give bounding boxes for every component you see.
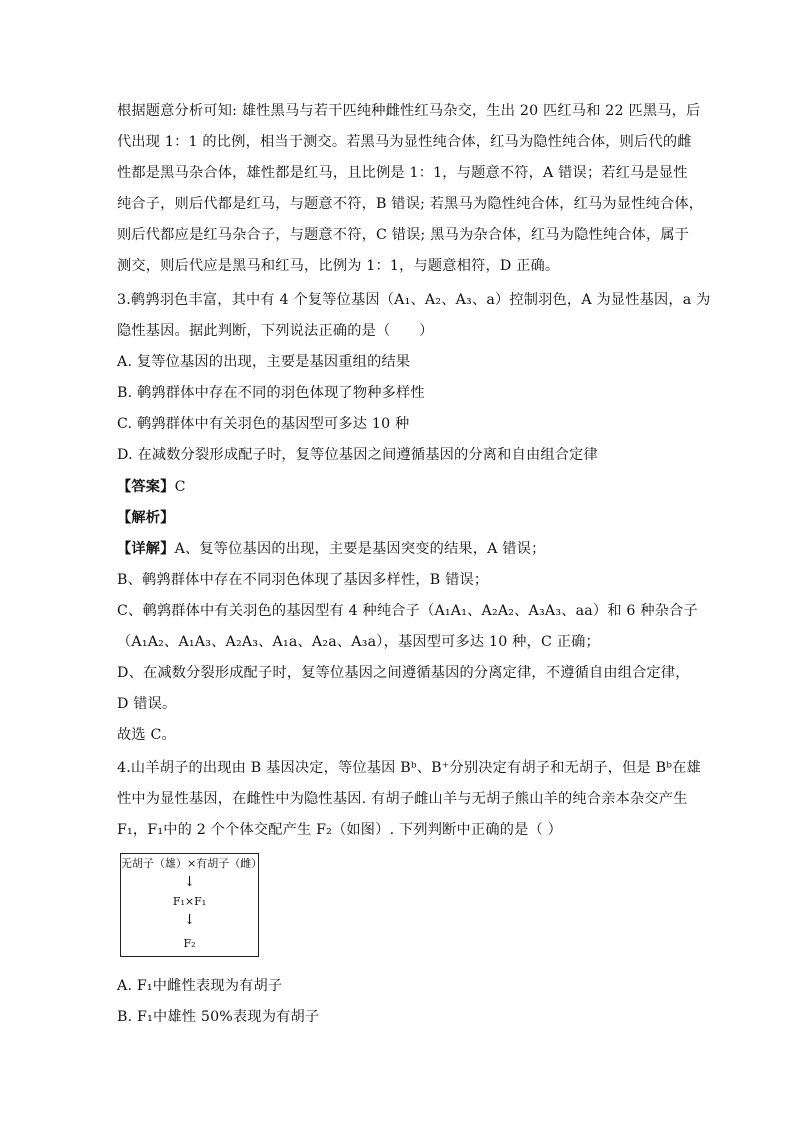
q3-detail-b: B、鹌鹑群体中存在不同羽色体现了基因多样性，B 错误； [117,572,489,588]
diagram-f1-cross: F₁×F₁ [172,895,207,908]
q3-option-b: B. 鹌鹑群体中存在不同的羽色体现了物种多样性 [117,385,425,401]
q3-answer [117,477,677,497]
diagram-f2: F₂ [183,937,196,950]
cross-diagram [120,853,263,957]
q4-option-a: A. F₁中雌性表现为有胡子 [117,978,283,994]
q3-detail-a [117,539,677,559]
q3-detail-d-line-1: D、在减数分裂形成配子时，复等位基因之间遵循基因的分离定律，不遵循自由组合定律， [117,665,690,681]
q3-option-d: D. 在减数分裂形成配子时，复等位基因之间遵循基因的分离和自由组合定律 [117,447,598,463]
q3-analysis-label: 【解析】 [117,510,175,526]
q4-option-b: B. F₁中雄性 50%表现为有胡子 [117,1009,320,1025]
q3-option-a: A. 复等位基因的出现，主要是基因重组的结果 [117,354,411,370]
q3-stem-line-1: 3.鹌鹑羽色丰富，其中有 4 个复等位基因（A₁、A₂、A₃、a）控制羽色，A 为显性基因，a 为 [117,292,711,308]
q3-detail-c-line-1: C、鹌鹑群体中有关羽色的基因型有 4 种纯合子（A₁A₁、A₂A₂、A₃A₃、aa）和 6 种杂合子 [117,603,698,619]
q4-stem-line-2: 性中为显性基因，在雌性中为隐性基因. 有胡子雌山羊与无胡子熊山羊的纯合亲本杂交产生 [117,791,688,807]
answer-label: 【答案】 [117,479,175,495]
detail-a-text: A、复等位基因的出现，主要是基因突变的结果，A 错误； [174,541,546,557]
diagram-arrow-down-icon: ↓ [183,874,196,890]
q4-stem-line-3: F₁，F₁中的 2 个个体交配产生 F₂（如图）. 下列判断中正确的是（ ） [117,822,562,838]
analysis-line-6: 测交，则后代应是黑马和红马，比例为 1：1，与题意相符，D 正确。 [117,258,560,274]
analysis-line-2: 代出现 1：1 的比例，相当于测交。若黑马为显性纯合体，红马为隐性纯合体，则后代的雌 [117,134,692,150]
analysis-line-1: 根据题意分析可知: 雄性黑马与若干匹纯种雌性红马杂交，生出 20 匹红马和 22 匹黑马，后 [117,103,701,119]
q3-detail-c-line-2: （A₁A₂、A₁A₃、A₂A₃、A₁a、A₂a、A₃a），基因型可多达 10 种，C 正确； [117,634,600,650]
analysis-line-4: 纯合子，则后代都是红马，与题意不符，B 错误; 若黑马为隐性纯合体，红马为显性纯合体， [117,196,704,212]
analysis-line-5: 则后代都应是红马杂合子，与题意不符，C 错误; 黑马为杂合体，红马为隐性纯合体，属于 [117,227,690,243]
q3-detail-d-line-2: D 错误。 [117,696,177,712]
analysis-line-3: 性都是黑马杂合体，雄性都是红马，且比例是 1：1，与题意不符，A 错误；若红马是显性 [117,165,688,181]
q3-option-c: C. 鹌鹑群体中有关羽色的基因型可多达 10 种 [117,416,410,432]
diagram-arrow-down-icon: ↓ [183,912,196,928]
diagram-parents: 无胡子（雄）×有胡子（雌） [121,857,263,870]
answer-value: C [174,479,186,495]
q3-conclusion: 故选 C。 [117,727,176,743]
detail-label: 【详解】 [117,541,175,557]
q4-stem-line-1: 4.山羊胡子的出现由 B 基因决定，等位基因 Bᵇ、B⁺分别决定有胡子和无胡子，但是 Bᵇ在雄 [117,760,701,776]
q3-stem-line-2: 隐性基因。据此判断，下列说法正确的是（ ） [117,323,434,339]
